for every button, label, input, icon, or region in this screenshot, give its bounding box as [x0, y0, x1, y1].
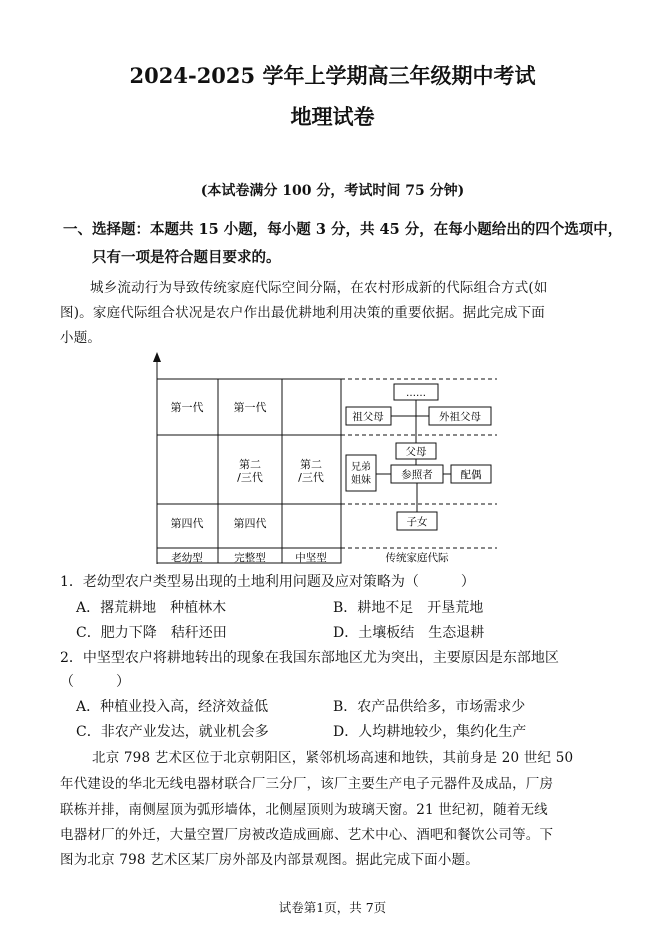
question-1-option-b[interactable]: B．耕地不足 开垦荒地: [333, 600, 484, 616]
cell-col2-row2: 第二/三代: [237, 458, 263, 484]
cell-col1-row1: 第一代: [170, 401, 204, 414]
question-2-option-a[interactable]: A．种植业投入高，经济效益低: [76, 699, 269, 715]
cell-col2-row3: 第四代: [233, 517, 267, 530]
node-spouse-label: 配偶: [460, 469, 482, 481]
question-1-option-d[interactable]: D．土壤板结 生态退耕: [333, 625, 485, 641]
cell-col3-row2: 第二/三代: [298, 458, 324, 484]
col-label-traditional: 传统家庭代际: [385, 552, 449, 564]
passage2-line: 北京 798 艺术区位于北京朝阳区，紧邻机场高速和地铁，其前身是 20 世纪 50: [92, 750, 574, 766]
passage2-line: 年代建设的华北无线电器材联合厂三分厂，该厂主要生产电子元器件及成品，厂房: [60, 776, 554, 792]
question-2-option-c[interactable]: C．非农产业发达，就业机会多: [76, 724, 269, 740]
passage2-line: 联栋并排，南侧屋顶为弧形墙体，北侧屋顶则为玻璃天窗。21 世纪初，随着无线: [60, 802, 548, 818]
family-generation-figure: [145, 350, 510, 568]
passage1-line: 城乡流动行为导致传统家庭代际空间分隔，在农村形成新的代际组合方式(如: [90, 280, 548, 296]
cell-col2-row1: 第一代: [233, 401, 267, 414]
exam-title: 2024-2025 学年上学期高三年级期中考试: [129, 63, 536, 88]
question-2-option-b[interactable]: B．农产品供给多，市场需求少: [333, 699, 526, 715]
passage1-line: 图)。家庭代际组合状况是农户作出最优耕地利用决策的重要依据。据此完成下面: [60, 305, 545, 321]
node-maternal-label: 外祖父母: [439, 411, 481, 423]
col-label-middle: 中坚型: [295, 552, 327, 564]
col-label-elderly-child: 老幼型: [171, 552, 203, 564]
y-axis-arrow: [153, 352, 161, 362]
node-self-label: 参照者: [401, 469, 433, 481]
question-1-option-c[interactable]: C．肥力下降 秸秆还田: [76, 625, 227, 641]
cell-col1-row3: 第四代: [170, 517, 204, 530]
section-heading: 一、选择题：本题共 15 小题，每小题 3 分，共 45 分，在每小题给出的四个选项中，: [63, 221, 623, 238]
node-children-label: 子女: [406, 516, 428, 528]
question-1-stem: 1．老幼型农户类型易出现的土地利用问题及应对策略为（ ）: [60, 574, 475, 590]
question-1-option-a[interactable]: A．撂荒耕地 种植林木: [76, 600, 227, 616]
section-heading-cont: 只有一项是符合题目要求的。: [92, 249, 281, 266]
node-ellipsis-label: ……: [406, 388, 426, 399]
exam-note: (本试卷满分 100 分，考试时间 75 分钟): [200, 183, 465, 199]
passage2-line: 电器材厂的外迁，大量空置厂房被改造成画廊、艺术中心、酒吧和餐饮公司等。下: [60, 827, 554, 843]
node-siblings-label: 兄弟姐妹: [351, 462, 371, 486]
passage2-line: 图为北京 798 艺术区某厂房外部及内部景观图。据此完成下面小题。: [60, 852, 479, 868]
question-2-stem-cont: （ ）: [60, 674, 130, 690]
node-parents-label: 父母: [405, 446, 427, 458]
page-footer: 试卷第1页，共 7页: [278, 900, 387, 915]
col-label-complete: 完整型: [234, 552, 266, 564]
node-paternal-label: 祖父母: [352, 411, 384, 423]
question-2-option-d[interactable]: D．人均耕地较少，集约化生产: [333, 724, 527, 740]
passage1-line: 小题。: [60, 330, 102, 346]
question-2-stem: 2．中坚型农户将耕地转出的现象在我国东部地区尤为突出，主要原因是东部地区: [60, 650, 559, 666]
subject-title: 地理试卷: [290, 104, 375, 129]
